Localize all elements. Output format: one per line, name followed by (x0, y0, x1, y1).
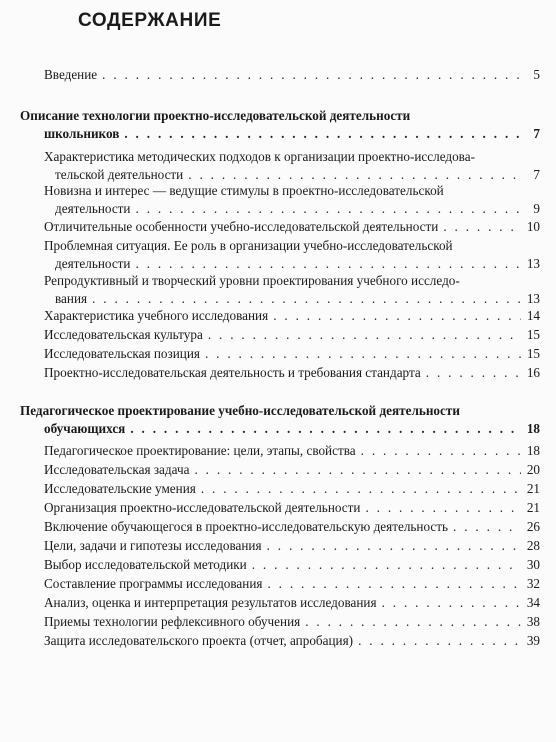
toc-entry-line (44, 66, 540, 84)
page-number: 26 (526, 519, 540, 534)
page-number: 9 (533, 201, 540, 216)
toc-entry-line (44, 237, 453, 255)
page-number: 13 (526, 291, 540, 306)
toc-entry-text: Цели, задачи и гипотезы исследования (44, 538, 262, 553)
toc-entry-line (44, 307, 540, 325)
dot-leader (267, 537, 521, 555)
toc-entry-line (44, 364, 540, 382)
toc-entry-text: Исследовательская позиция (44, 346, 200, 361)
page-number: 10 (526, 219, 540, 234)
toc-entry-line (44, 272, 460, 290)
toc-entry-text: вания (55, 291, 88, 306)
dot-leader (365, 499, 521, 517)
page-number: 7 (533, 167, 540, 182)
dot-leader (358, 632, 521, 650)
toc-entry-text: Организация проектно-исследовательской деятельности (44, 500, 361, 515)
toc-entry-text: Включение обучающегося в проектно-исследовательскую деятельность (44, 519, 449, 534)
toc-entry-line (44, 632, 540, 650)
toc-entry-line (44, 480, 540, 498)
page-number: 39 (526, 633, 540, 648)
toc-entry-line (44, 537, 540, 555)
toc-entry-text: Введение (44, 67, 98, 82)
dot-leader (443, 218, 521, 236)
toc-entry-text: Отличительные особенности учебно-исследовательской деятельности (44, 219, 439, 234)
toc-entry-text: Защита исследовательского проекта (отчет, апробация) (44, 633, 354, 648)
toc-entry-line (44, 556, 540, 574)
dot-leader (267, 575, 521, 593)
toc-entry-line (44, 125, 540, 143)
dot-leader (208, 326, 521, 344)
dot-leader (136, 200, 522, 218)
dot-leader (130, 420, 521, 438)
dot-leader (205, 345, 521, 363)
toc-entry-line (44, 182, 444, 200)
toc-entry-text: обучающихся (44, 421, 126, 436)
toc-entry-line (55, 255, 540, 273)
toc-entry-line (44, 575, 540, 593)
toc-entry-text: Исследовательские умения (44, 481, 196, 496)
page-number: 20 (526, 462, 540, 477)
page-number: 15 (526, 346, 540, 361)
dot-leader (305, 613, 521, 631)
page-number: 5 (533, 67, 540, 82)
toc-entry-text: тельской деятельности (55, 167, 184, 182)
page-number: 21 (526, 500, 540, 515)
toc-entry-line (44, 461, 540, 479)
toc-entry-text: Педагогическое проектирование учебно-исследовательской деятельности (20, 403, 460, 418)
toc-entry-text: Характеристика методических подходов к организации проектно-исследова- (44, 149, 475, 164)
page-number: 21 (526, 481, 540, 496)
toc-entry-line (44, 218, 540, 236)
dot-leader (453, 518, 521, 536)
toc-entry-text: Описание технологии проектно-исследовательской деятельности (20, 108, 411, 123)
page-number: 16 (526, 365, 540, 380)
page-number: 34 (526, 595, 540, 610)
toc-entry-text: Выбор исследовательской методики (44, 557, 247, 572)
toc-entry-text: Приемы технологии рефлексивного обучения (44, 614, 301, 629)
toc-entry-line (44, 613, 540, 631)
toc-entry-text: Исследовательская культура (44, 327, 203, 342)
toc-entry-text: школьников (44, 126, 120, 141)
toc-entry-text: Репродуктивный и творческий уровни проектирования учебного исследо- (44, 273, 460, 288)
dot-leader (136, 255, 522, 273)
toc-entry-text: Составление программы исследования (44, 576, 263, 591)
toc-entry-text: деятельности (55, 256, 131, 271)
toc-entry-text: Проблемная ситуация. Ее роль в организации учебно-исследовательской (44, 238, 453, 253)
toc-entry-line (44, 345, 540, 363)
dot-leader (102, 66, 521, 84)
toc-entry-line (44, 420, 540, 438)
page-number: 18 (526, 421, 540, 436)
toc-entry-line (20, 107, 410, 125)
page-title: СОДЕРЖАНИЕ (78, 10, 222, 31)
page-number: 7 (533, 126, 540, 141)
dot-leader (273, 307, 521, 325)
toc-entry-line (44, 326, 540, 344)
toc-entry-text: Анализ, оценка и интерпретация результатов исследования (44, 595, 377, 610)
toc-entry-line (55, 290, 540, 308)
toc-entry-line (44, 499, 540, 517)
toc-entry-line (44, 148, 475, 166)
toc-entry-text: Педагогическое проектирование: цели, этапы, свойства (44, 443, 356, 458)
toc-entry-text: Проектно-исследовательская деятельность и требования стандарта (44, 365, 421, 380)
page-number: 14 (526, 308, 540, 323)
toc-entry-line (44, 518, 540, 536)
toc-entry-text: Исследовательская задача (44, 462, 190, 477)
toc-entry-line (44, 594, 540, 612)
dot-leader (124, 125, 521, 143)
page-number: 28 (526, 538, 540, 553)
toc-entry-line (55, 200, 540, 218)
toc-entry-text: Новизна и интерес — ведущие стимулы в проектно-исследовательской (44, 183, 444, 198)
dot-leader (252, 556, 521, 574)
page-number: 18 (526, 443, 540, 458)
toc-entry-line (20, 402, 460, 420)
page-number: 38 (526, 614, 540, 629)
dot-leader (426, 364, 521, 382)
dot-leader (201, 480, 521, 498)
page-number: 13 (526, 256, 540, 271)
dot-leader (361, 442, 521, 460)
page-number: 30 (526, 557, 540, 572)
toc-entry-line (44, 442, 540, 460)
dot-leader (194, 461, 521, 479)
toc-entry-text: Характеристика учебного исследования (44, 308, 269, 323)
page-number: 32 (526, 576, 540, 591)
page-number: 15 (526, 327, 540, 342)
dot-leader (92, 290, 521, 308)
toc-entry-text: деятельности (55, 201, 131, 216)
dot-leader (382, 594, 521, 612)
